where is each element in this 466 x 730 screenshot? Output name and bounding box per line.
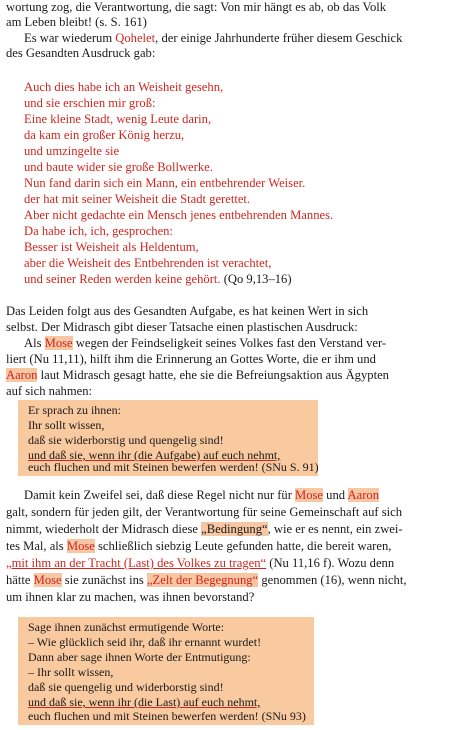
text-line: auf sich nahmen: bbox=[6, 384, 93, 398]
quote-line: Sage ihnen zunächst ermutigende Worte: bbox=[28, 620, 225, 634]
text-line: hätte Mose sie zunächst ins „Zelt der Begegnung“ genommen (16), wenn nicht, bbox=[6, 573, 407, 587]
quote-line: euch fluchen und mit Steinen bewerfen werden! (SNu 93) bbox=[28, 709, 306, 723]
poem-line: da kam ein großer König herzu, bbox=[24, 128, 185, 142]
poem-line: und sie erschien mir groß: bbox=[24, 96, 156, 110]
quote-line: daß sie quengelig und widerborstig sind! bbox=[28, 680, 224, 694]
highlight-tracht: „mit ihm an der Tracht (Last) des Volkes zu tragen“ bbox=[6, 556, 267, 570]
text-line: Damit kein Zweifel sei, daß diese Regel nicht nur für Mose und Aaron bbox=[24, 488, 380, 502]
poem-line: und baute wider sie große Bollwerke. bbox=[24, 160, 213, 174]
text-line: tes Mal, als Mose schließlich siebzig Leute gefunden hatte, die bereit waren, bbox=[6, 539, 392, 553]
text-line: des Gesandten Ausdruck gab: bbox=[6, 46, 156, 60]
poem-line: und seiner Reden werden keine gehört. (Qo 9,13–16) bbox=[24, 272, 292, 286]
quote-line: Dann aber sage ihnen Worte der Entmutigung: bbox=[28, 650, 251, 664]
highlight-zelt: „Zelt der Begegnung“ bbox=[146, 573, 259, 587]
poem-line: Besser ist Weisheit als Heldentum, bbox=[24, 240, 199, 254]
poem-line: der hat mit seiner Weisheit die Stadt gerettet. bbox=[24, 192, 251, 206]
quote-line: Er sprach zu ihnen: bbox=[28, 403, 121, 417]
quote-line: und daß sie, wenn ihr (die Aufgabe) auf euch nehmt, bbox=[28, 448, 281, 462]
quote-line: daß sie widerborstig und quengelig sind! bbox=[28, 433, 224, 447]
highlight-aaron: Aaron bbox=[6, 368, 38, 382]
quote-line: Ihr sollt wissen, bbox=[28, 418, 105, 432]
citation: (SNu 93) bbox=[258, 709, 306, 723]
highlight-mose: Mose bbox=[44, 336, 73, 350]
text-line: wortung zog, die Verantwortung, die sagt: Von mir hängt es ab, ob das Volk bbox=[6, 0, 387, 14]
quote-line: und daß sie, wenn ihr (die Last) auf euch nehmt, bbox=[28, 695, 261, 709]
citation: (SNu S. 91) bbox=[258, 460, 319, 474]
text-line: Das Leiden folgt aus des Gesandten Aufgabe, es hat keinen Wert in sich bbox=[6, 304, 369, 318]
quote-line: – Wie glücklich seid ihr, daß ihr ernannt wurdet! bbox=[28, 635, 262, 649]
text-line: Aaron laut Midrasch gesagt hatte, ehe sie die Befreiungsaktion aus Ägypten bbox=[6, 368, 389, 382]
quote-box bbox=[18, 400, 318, 476]
quote-box bbox=[18, 617, 314, 725]
text-line: Als Mose wegen der Feindseligkeit seines Volkes fast den Verstand ver- bbox=[24, 336, 387, 350]
poem-line: Da habe ich, ich, gesprochen: bbox=[24, 224, 173, 238]
highlight-bedingung: „Bedingung“ bbox=[201, 522, 268, 536]
poem-line: aber die Weisheit des Entbehrenden ist verachtet, bbox=[24, 256, 272, 270]
text-line: liert (Nu 11,11), hilft ihm die Erinnerung an Gottes Worte, die er ihm und bbox=[6, 352, 376, 366]
poem-line: und umzingelte sie bbox=[24, 144, 120, 158]
poem-line: Eine kleine Stadt, wenig Leute darin, bbox=[24, 112, 212, 126]
text-line: galt, sondern für jeden gilt, der Verantwortung für seine Gemeinschaft auf sich bbox=[6, 505, 402, 519]
text-line: nimmt, wiederholt der Midrasch diese „Bedingung“, wie er es nennt, ein zwei- bbox=[6, 522, 403, 536]
poem-line: Auch dies habe ich an Weisheit gesehn, bbox=[24, 80, 224, 94]
poem-line: Nun fand darin sich ein Mann, ein entbehrender Weiser. bbox=[24, 176, 306, 190]
poem-line: Aber nicht gedachte ein Mensch jenes entbehrenden Mannes. bbox=[24, 208, 334, 222]
highlight-qohelet: Qohelet bbox=[115, 31, 156, 45]
citation: (Qo 9,13–16) bbox=[220, 272, 292, 286]
highlight-aaron: Aaron bbox=[347, 488, 380, 502]
text-line: am Leben bleibt! (s. S. 161) bbox=[6, 15, 147, 29]
quote-line: – Ihr sollt wissen, bbox=[28, 665, 114, 679]
text-line: um ihnen klar zu machen, was ihnen bevorstand? bbox=[6, 590, 255, 604]
highlight-mose: Mose bbox=[33, 573, 62, 587]
text-line: Es war wiederum Qohelet, der einige Jahrhunderte früher diesem Geschick bbox=[24, 31, 403, 45]
text-line: selbst. Der Midrasch gibt dieser Tatsache einen plastischen Ausdruck: bbox=[6, 320, 358, 334]
highlight-mose: Mose bbox=[66, 539, 95, 553]
highlight-mose: Mose bbox=[295, 488, 324, 502]
quote-line: euch fluchen und mit Steinen bewerfen werden! (SNu S. 91) bbox=[28, 460, 319, 474]
text-line: „mit ihm an der Tracht (Last) des Volkes zu tragen“ (Nu 11,16 f). Wozu denn bbox=[6, 556, 395, 570]
